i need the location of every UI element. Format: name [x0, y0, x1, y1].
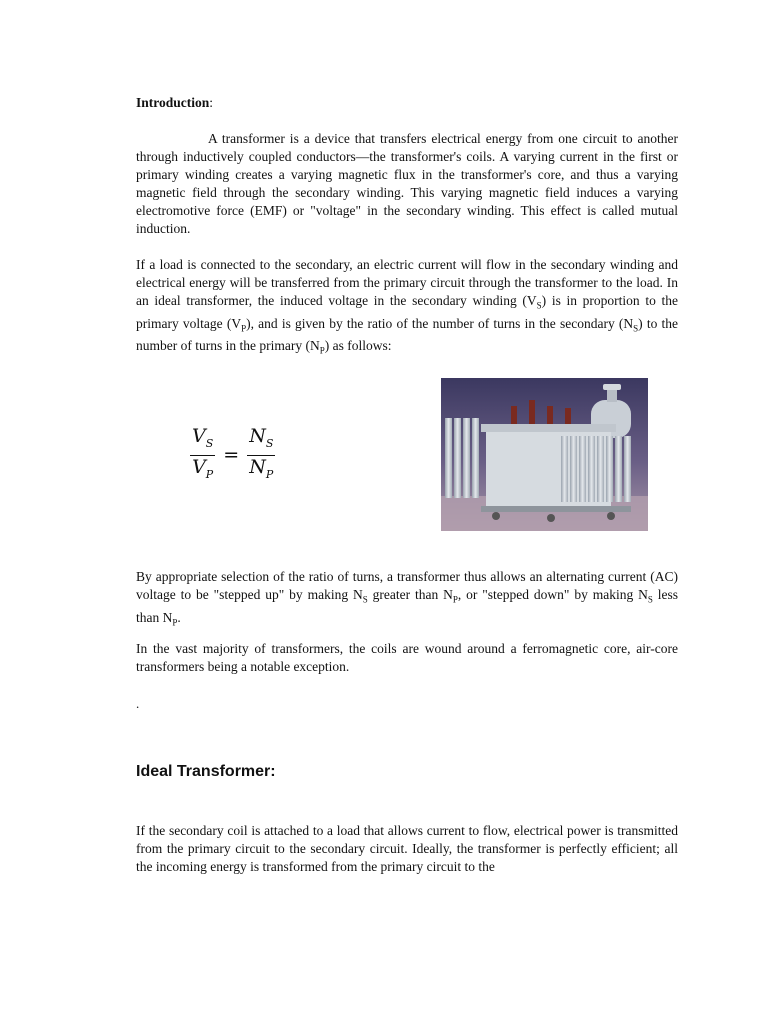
- ideal-transformer-heading: Ideal Transformer:: [136, 763, 276, 780]
- stray-period: .: [136, 696, 140, 711]
- intro-paragraph-1: A transformer is a device that transfers electrical energy from one circuit to another through inductively coupled conductors—the transformer's coils. A varying current in the first or primary winding creates a varying magnetic flux in the transformer's core, and thus a varying magnetic field through the secondary winding. This varying magnetic field induces a varying electromotive force (EMF) or "voltage" in the secondary winding. This effect is called mutual induction.: [136, 131, 678, 236]
- equals-sign: =: [223, 444, 240, 467]
- transformer-photo: [441, 378, 648, 531]
- intro-paragraph-2: If a load is connected to the secondary, an electric current will flow in the secondary winding and electrical energy will be transferred from the primary circuit through the transformer to the load. In an ideal transformer, the induced voltage in the secondary winding $(V_S)$ is in proportion to the primary voltage $(V_P)$, and is given by the ratio of the number of turns in the secondary $(N_S)$ to the number of turns in the primary $(N_P)$ as follows:: [136, 257, 678, 357]
- turns-fraction: $\frac{N_S}{N_P}$: [249, 425, 274, 481]
- voltage-fraction: $\frac{V_S}{V_P}$: [192, 425, 214, 481]
- intro-heading: Introduction:: [136, 95, 214, 110]
- ideal-paragraph-1: If the secondary coil is attached to a load that allows current to flow, electrical power is transmitted from the primary circuit to the secondary circuit. Ideally, the transformer is perfectly efficient; all the incoming energy is transformed from the primary circuit to the: [136, 823, 678, 874]
- turns-ratio-formula: [190, 425, 275, 486]
- paragraph-ferromagnetic-core: In the vast majority of transformers, the coils are wound around a ferromagnetic core, air-core transformers being a notable exception.: [136, 641, 678, 674]
- paragraph-step-up-down: By appropriate selection of the ratio of turns, a transformer thus allows an alternating current (AC) voltage to be "stepped up" by making $N_S$ greater than $N_P$, or "stepped down" by making $N_S$ less than $N_P$.: [136, 569, 679, 628]
